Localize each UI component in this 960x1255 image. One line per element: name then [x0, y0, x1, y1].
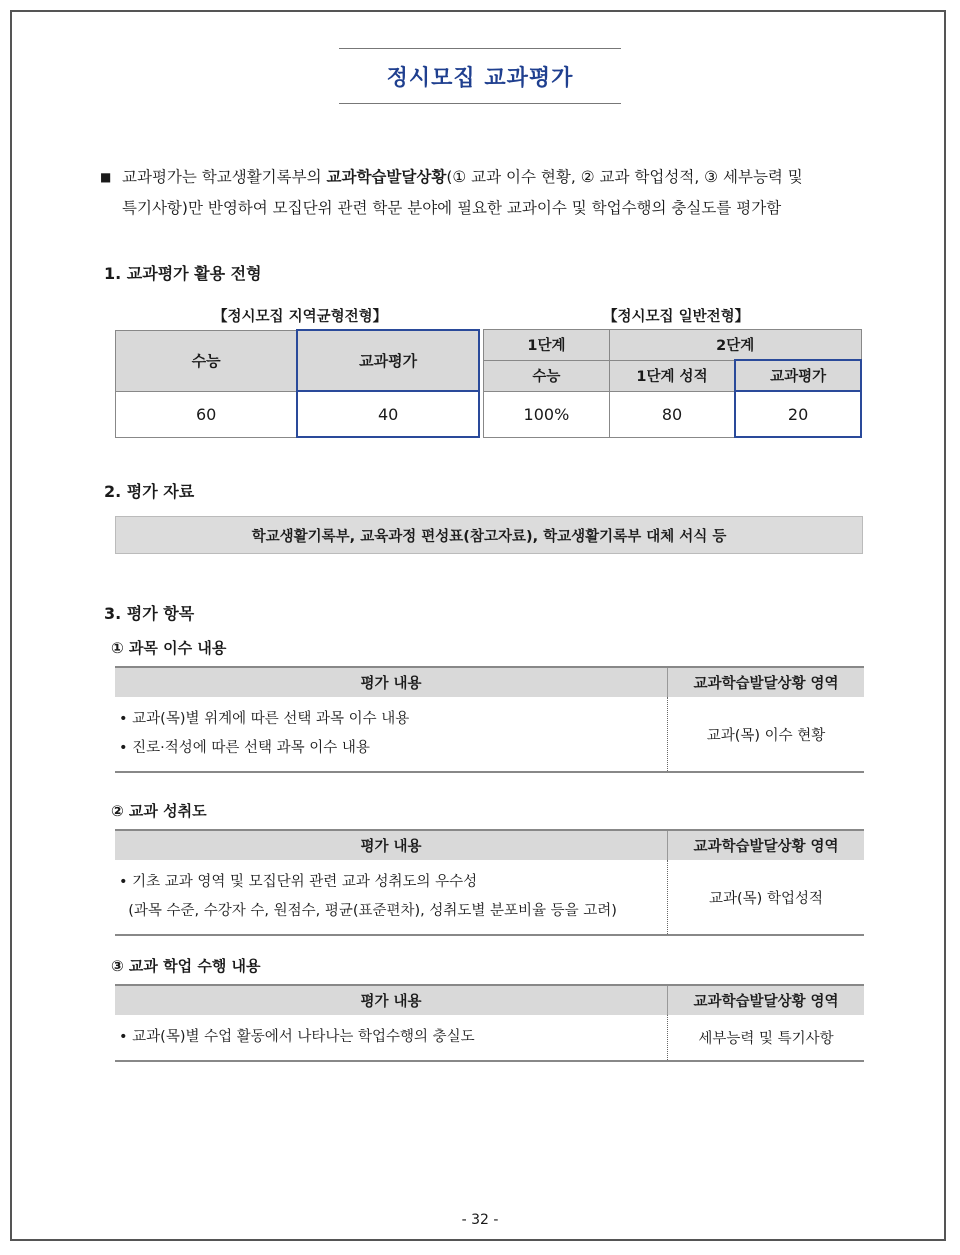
item1-title: ① 과목 이수 내용 — [111, 639, 227, 657]
item3-line-1: • 교과(목)별 수업 활동에서 나타나는 학업수행의 충실도 — [119, 1029, 475, 1045]
item3-content — [115, 1015, 668, 1061]
general-value-eval: 20 — [735, 391, 861, 437]
intro-paragraph — [100, 162, 870, 224]
item3-area: 세부능력 및 특기사항 — [668, 1015, 865, 1061]
general-value-csat: 100% — [484, 391, 610, 437]
square-bullet-icon: ■ — [100, 170, 112, 184]
item3-title: ③ 교과 학업 수행 내용 — [111, 957, 261, 975]
regional-value-eval: 40 — [297, 391, 479, 437]
item3-header-content: 평가 내용 — [115, 985, 668, 1015]
general-header-csat: 수능 — [484, 360, 610, 391]
intro-line-1: 교과평가는 학교생활기록부의 교과학습발달상황(① 교과 이수 현황, ② 교과 학업성적, ③ 세부능력 및 — [122, 168, 803, 186]
general-table — [483, 329, 862, 438]
regional-value-csat: 60 — [116, 391, 298, 437]
item1-area: 교과(목) 이수 현황 — [668, 697, 865, 772]
item1-header-area: 교과학습발달상황 영역 — [668, 667, 865, 697]
item1-table — [115, 666, 864, 773]
materials-box: 학교생활기록부, 교육과정 편성표(참고자료), 학교생활기록부 대체 서식 등 — [115, 516, 863, 554]
title-box — [339, 48, 621, 104]
item3-header-area: 교과학습발달상황 영역 — [668, 985, 865, 1015]
general-header-eval: 교과평가 — [735, 360, 861, 391]
item2-table — [115, 829, 864, 936]
general-value-stage1-score: 80 — [609, 391, 735, 437]
intro-line-2: 특기사항)만 반영하여 모집단위 관련 학문 분야에 필요한 교과이수 및 학업수행의 충실도를 평가함 — [122, 199, 782, 217]
general-header-stage1-score: 1단계 성적 — [609, 360, 735, 391]
regional-header-eval: 교과평가 — [297, 330, 479, 391]
item3-table — [115, 984, 864, 1062]
item2-content — [115, 860, 668, 935]
page-number: - 32 - — [461, 1212, 499, 1228]
stage1-header: 1단계 — [484, 330, 610, 361]
section3-heading: 3. 평가 항목 — [104, 604, 195, 623]
regional-caption: 【정시모집 지역균형전형】 — [213, 309, 388, 325]
item1-line-1: • 교과(목)별 위계에 따른 선택 과목 이수 내용 — [119, 711, 410, 727]
section2-heading: 2. 평가 자료 — [104, 482, 195, 501]
item2-header-area: 교과학습발달상황 영역 — [668, 830, 865, 860]
item2-line-2: (과목 수준, 수강자 수, 원점수, 평균(표준편차), 성취도별 분포비율 등을 고려) — [119, 903, 617, 919]
item2-title: ② 교과 성취도 — [111, 802, 207, 820]
page-title: 정시모집 교과평가 — [386, 65, 574, 91]
item1-line-2: • 진로·적성에 따른 선택 과목 이수 내용 — [119, 740, 370, 756]
item1-header-content: 평가 내용 — [115, 667, 668, 697]
stage2-header: 2단계 — [609, 330, 861, 361]
regional-table — [115, 329, 480, 438]
section1-heading: 1. 교과평가 활용 전형 — [104, 264, 262, 283]
item2-line-1: • 기초 교과 영역 및 모집단위 관련 교과 성취도의 우수성 — [119, 874, 478, 890]
item2-area: 교과(목) 학업성적 — [668, 860, 865, 935]
item2-header-content: 평가 내용 — [115, 830, 668, 860]
regional-header-csat: 수능 — [116, 330, 298, 391]
item1-content — [115, 697, 668, 772]
general-caption: 【정시모집 일반전형】 — [603, 309, 750, 325]
